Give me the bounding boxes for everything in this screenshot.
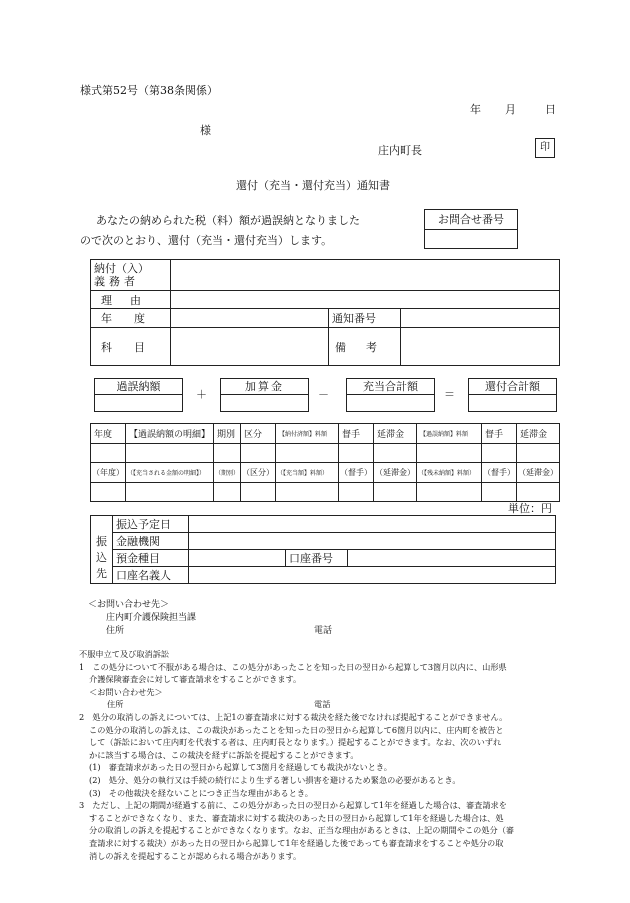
- date-year-label: 年: [470, 103, 481, 116]
- date-month-label: 月: [505, 103, 516, 116]
- overpaid-amount-label: 過誤納額: [95, 379, 182, 395]
- appeal-p3-line5: 消しの訴えを提起することが認められる場合があります。: [89, 850, 302, 861]
- appeal-p2-line1: 2 処分の取消しの訴えについては、上記1の審査請求に対する裁決を経た後でなければ提起することができません。: [79, 711, 508, 722]
- scheduled-date-label: 振込予定日: [113, 516, 189, 533]
- detail-h-category: 区分: [241, 424, 276, 444]
- plus-sign: ＋: [196, 388, 207, 401]
- appeal-sub-item-1: (1) 審査請求があった日の翌日から起算して3箇月を経過しても裁決がないとき。: [89, 762, 392, 773]
- overpaid-amount-box: [94, 378, 183, 412]
- bank-value: [189, 533, 556, 550]
- inquiry-number-box: [424, 209, 518, 249]
- intro-line-2: ので次のとおり、還付（充当・還付充当）します。: [80, 234, 333, 247]
- detail-h2-dunning-fee-2: （督手）: [481, 463, 516, 483]
- form-number: 様式第52号（第38条関係）: [80, 84, 218, 97]
- appeal-notes: [79, 648, 569, 862]
- intro-line-1: あなたの納められた税（料）額が過誤納となりました: [96, 214, 360, 227]
- unit-label: 単位：円: [508, 502, 552, 515]
- applied-total-box: [346, 378, 435, 412]
- appeal-p3-line1: 3 ただし、上記の期間が経過する前に、この処分があった日の翌日から起算して1年を経過した場合は、審査請求を: [79, 800, 507, 811]
- refund-total-box: [468, 378, 557, 412]
- reason-value: [171, 291, 560, 309]
- detail-h2-year: （年度）: [91, 463, 126, 483]
- minus-sign: －: [318, 388, 329, 401]
- detail-h-overpaid-breakdown: 【過誤納額の明細】: [126, 424, 214, 444]
- account-number-label: 口座番号: [286, 550, 348, 567]
- appeal-p3-line3: 分の取消しの訴えを提起することができなくなります。なお、正当な理由があるときは、上記の期間やこの処分（審: [89, 825, 515, 836]
- appeal-contact-heading: ＜お問い合わせ先＞: [89, 686, 163, 697]
- refund-total-label: 還付合計額: [469, 379, 556, 395]
- transfer-table: [90, 515, 556, 584]
- applied-total-label: 充当合計額: [347, 379, 434, 395]
- payer-label-line2: 義務者: [94, 275, 139, 288]
- seal-mark: 印: [535, 138, 555, 158]
- detail-h-dunning-fee: 督手: [339, 424, 374, 444]
- appeal-contact-line: [79, 698, 569, 711]
- payer-value: [171, 260, 560, 291]
- surcharge-label: 加算金: [221, 379, 308, 395]
- appeal-p2-line4: かに該当する場合は、この裁決を経ずに訴訟を提起することができます。: [89, 749, 359, 760]
- account-holder-value: [189, 567, 556, 584]
- detail-h-period: 期別: [214, 424, 241, 444]
- account-type-label: 預金種目: [113, 550, 189, 567]
- appeal-p3-line4: 査請求に対する裁決）があった日の翌日から起算して1年を経過した後であっても審査請求をすることや処分の取: [89, 837, 504, 848]
- appeal-p1-line2: 介護保険審査会に対して審査請求をすることができます。: [89, 674, 302, 685]
- contact-address-label: 住所: [106, 626, 125, 636]
- reason-label: 理由: [91, 291, 171, 309]
- appeal-p3-line2: することができなくなり、また、審査請求に対する裁決のあった日の翌日から起算して1年を経過した場合は、処: [89, 812, 504, 823]
- subject-label: 科目: [91, 328, 171, 366]
- payer-label-cell: [91, 260, 171, 291]
- detail-h2-dunning-fee: （督手）: [339, 463, 374, 483]
- detail-h2-late-fee: （延滞金）: [374, 463, 417, 483]
- year-label: 年度: [91, 309, 171, 328]
- detail-h-late-fee: 延滞金: [374, 424, 417, 444]
- detail-h-paid-amount: 【納付済額】料額: [276, 424, 339, 444]
- equals-sign: ＝: [444, 388, 455, 401]
- contact-heading: ＜お問い合わせ先＞: [88, 600, 170, 610]
- subject-value: [171, 328, 329, 366]
- scheduled-date-value: [189, 516, 556, 533]
- notice-number-label: 通知番号: [329, 309, 401, 328]
- appeal-phone-label: 電話: [314, 699, 331, 710]
- bank-label: 金融機関: [113, 533, 189, 550]
- detail-table: [90, 423, 560, 502]
- issuer-name: 庄内町長: [378, 144, 422, 157]
- detail-h2-remaining-amount: （【残未納額】料額）: [417, 463, 482, 483]
- detail-h-overpaid-amount: 【過誤納額】料額: [417, 424, 482, 444]
- detail-h2-period: （期別）: [214, 463, 241, 483]
- account-type-value: [189, 550, 286, 567]
- appeal-p2-line2: この処分の取消しの訴えは、この裁決があったことを知った日の翌日から起算して6箇月以内に、庄内町を被告と: [89, 724, 504, 735]
- account-number-value: [348, 550, 556, 567]
- date-day-label: 日: [545, 103, 556, 116]
- remarks-label: 備考: [329, 328, 401, 366]
- document-title: 還付（充当・還付充当）通知書: [236, 179, 390, 192]
- payer-label-line1: 納付（入）: [94, 262, 149, 275]
- notice-number-value: [401, 309, 560, 328]
- recipient-suffix: 様: [200, 124, 211, 137]
- detail-h2-category: （区分）: [241, 463, 276, 483]
- detail-h2-applied-amount: （【充当額】料額）: [276, 463, 339, 483]
- appeal-p2-line3: して（訴訟において庄内町を代表する者は、庄内町長となります。）提起することができます。なお、次のいずれ: [89, 737, 502, 748]
- account-holder-label: 口座名義人: [113, 567, 189, 584]
- contact-phone-label: 電話: [314, 626, 333, 636]
- surcharge-box: [220, 378, 309, 412]
- detail-h2-late-fee-2: （延滞金）: [517, 463, 560, 483]
- detail-h-dunning-fee-2: 督手: [481, 424, 516, 444]
- inquiry-number-label: お問合せ番号: [425, 210, 517, 230]
- detail-h-late-fee-2: 延滞金: [517, 424, 560, 444]
- detail-h2-applied-breakdown: （【充当される金額の明細】）: [126, 463, 214, 483]
- year-value: [171, 309, 329, 328]
- appeal-p1-line1: 1 この処分について不服がある場合は、この処分があったことを知った日の翌日から起算して3箇月以内に、山形県: [79, 661, 507, 672]
- transfer-destination-label: 振 込 先: [91, 533, 113, 584]
- contact-department: 庄内町介護保険担当課: [106, 613, 197, 623]
- remarks-value: [401, 328, 560, 366]
- appeal-sub-item-3: (3) その他裁決を経ないことにつき正当な理由があるとき。: [89, 787, 313, 798]
- appeal-address-label: 住所: [107, 699, 124, 710]
- appeal-sub-item-2: (2) 処分、処分の執行又は手続の続行により生ずる著しい損害を避けるため緊急の必要があるとき。: [89, 774, 461, 785]
- detail-h-year: 年度: [91, 424, 126, 444]
- appeal-heading: 不服申立て及び取消訴訟: [79, 649, 170, 659]
- info-table: [90, 259, 560, 366]
